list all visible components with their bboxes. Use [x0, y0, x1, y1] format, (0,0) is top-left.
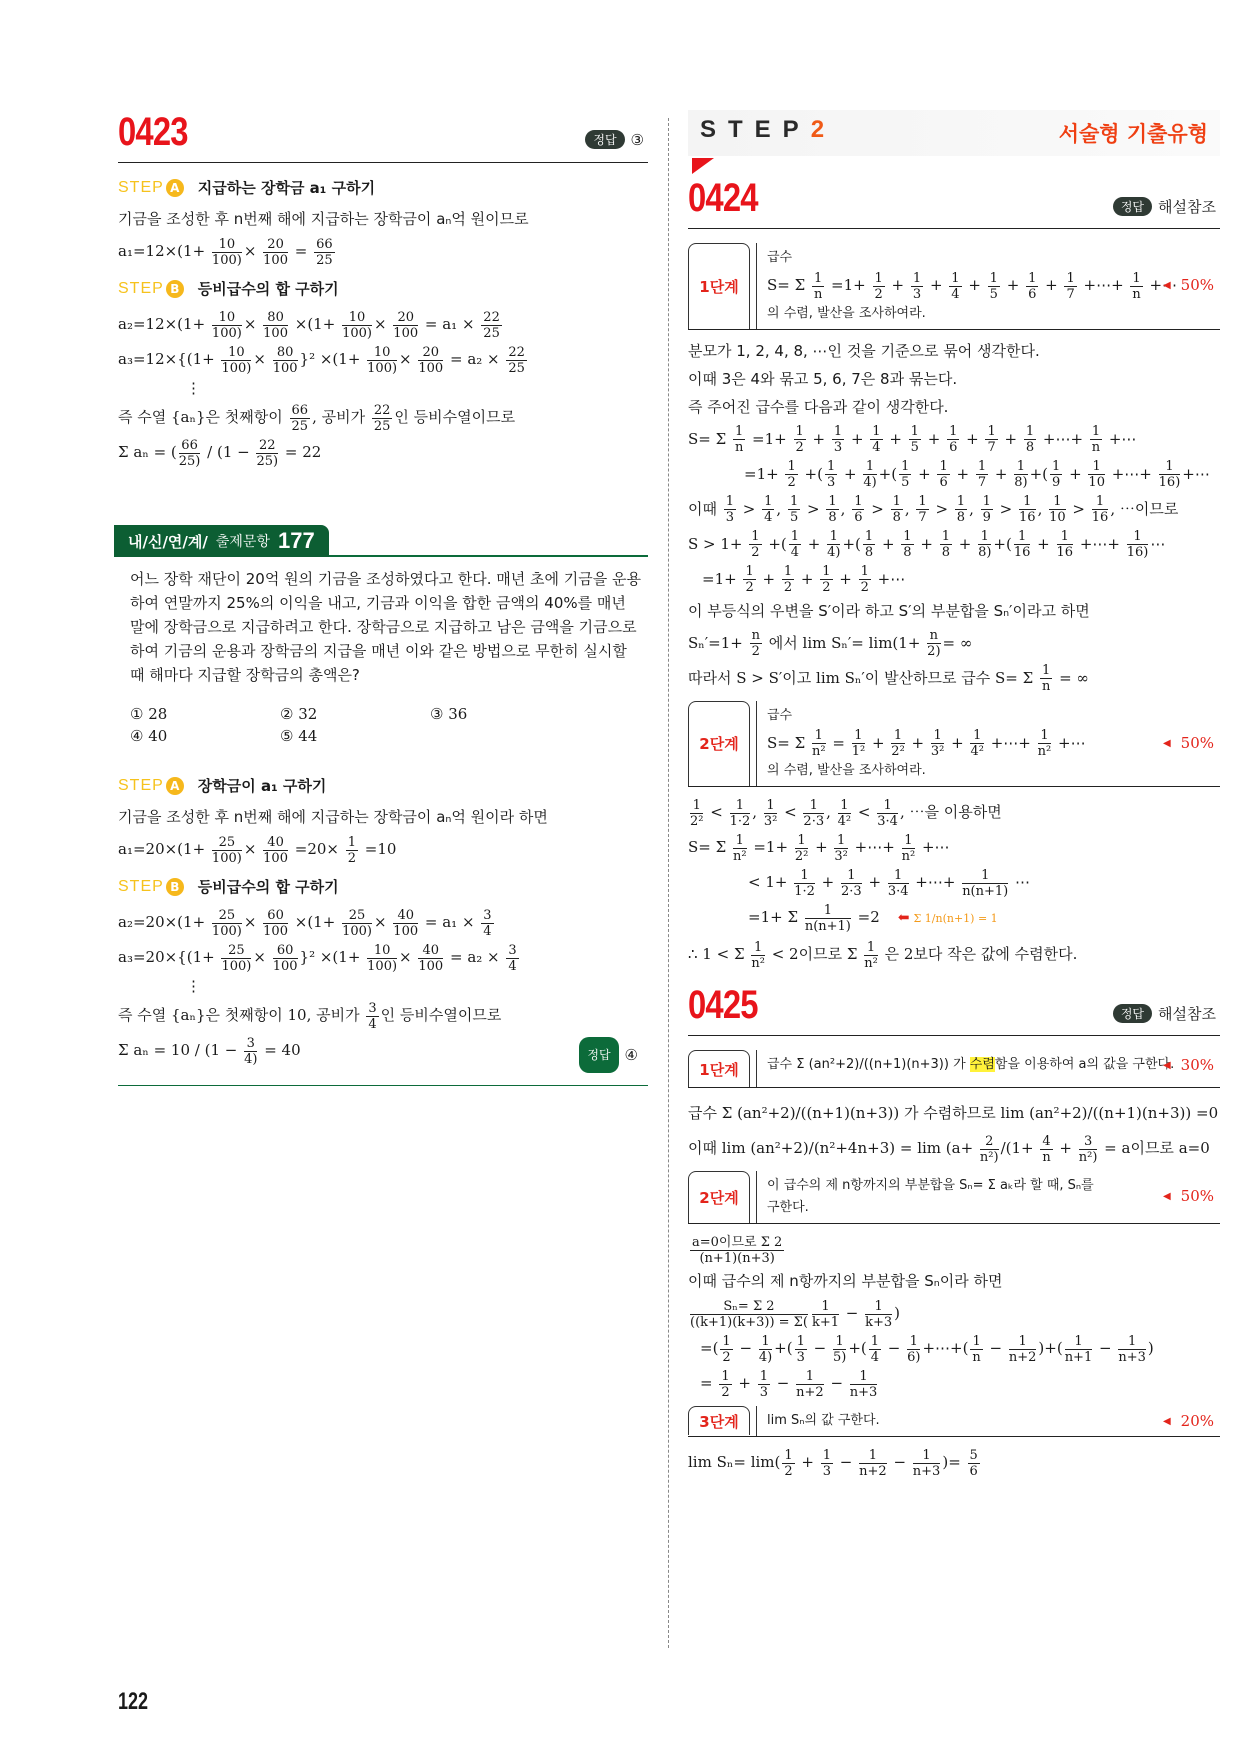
sum-expr: Σ aₙ = 10 / (1 − $\frac{3}{4)}$ = 40: [118, 1035, 301, 1067]
choice-5[interactable]: ⑤ 44: [280, 727, 318, 745]
step-tag: STEP: [118, 178, 164, 196]
step-a-heading: [118, 775, 648, 796]
step-b-heading: [118, 278, 648, 299]
step-word: STEP: [700, 116, 811, 143]
choice-3[interactable]: ③ 36: [430, 705, 468, 723]
stage-label: 1단계: [688, 243, 750, 329]
stage-body: [756, 1171, 1220, 1223]
highlighted-text: 수렴: [969, 1057, 995, 1072]
stage-body: [756, 243, 1220, 329]
choice-4[interactable]: ④ 40: [130, 727, 168, 745]
page-number: 122: [118, 1688, 149, 1715]
stage-percent: ◀ 50%: [1163, 728, 1214, 759]
section-end-rule: [118, 1085, 648, 1086]
stage-equation: [767, 270, 1214, 302]
answer-label: 정답: [585, 130, 624, 149]
explanation-text: 이때 3은 4와 묶고 5, 6, 7은 8과 묶는다.: [688, 369, 958, 388]
sum-equation: Σ aₙ = ( $\frac{66}{25)}$ / (1 − $\frac{22}{25)}$ = 22: [118, 437, 322, 469]
equation: =1+ $\frac{1}{2}$ +( $\frac{1}{3}$ + $\frac{1}{4)}$ +( $\frac{1}{5}$ + $\frac{1}{6}$ + $\frac{1}{7}$ + $\frac{1}{8)}$ +( $\frac{1}{9}$ + $\frac{1}{10}$ +⋯+ $\frac{1}{16)}$ +⋯: [744, 459, 1210, 490]
step-title: 장학금이 a₁ 구하기: [197, 777, 327, 795]
problem-number: 0423: [118, 110, 188, 154]
flag-icon: [692, 158, 714, 174]
equation: S= Σ $\frac{1}{\text{n²}}$ =1+ $\frac{1}{\text{2²}}$ + $\frac{1}{\text{3²}}$ +⋯+ $\frac{1}{\text{n²}}$ +⋯: [688, 832, 950, 864]
stage-3-box: [688, 1406, 1220, 1437]
answer-value: ③: [630, 130, 644, 149]
stage-2-box: [688, 1171, 1220, 1224]
step-letter-icon: B: [166, 878, 184, 896]
equation: Sₙ′=1+ $\frac{n}{2}$ 에서 lim Sₙ′= lim(1+ $\frac{n}{2)}$ = ∞: [688, 628, 973, 659]
equation: ∴ 1 < Σ $\frac{1}{\text{n²}}$ < 2이므로 Σ $\frac{1}{\text{n²}}$ 은 2보다 작은 값에 수렴한다.: [688, 939, 1078, 971]
step-title: 지급하는 장학금 a₁ 구하기: [197, 179, 376, 197]
stage-percent: ◀ 20%: [1163, 1410, 1214, 1433]
equation: lim Sₙ= lim( $\frac{1}{2}$ + $\frac{1}{3}$ − $\frac{1}{n+2}$ − $\frac{1}{n+3}$ )= $\frac{5}{6}$: [688, 1447, 978, 1479]
equation: a₃=20×{(1+ $\frac{25}{100)}$ × $\frac{60}{100}$ }² ×(1+ $\frac{10}{100)}$ × $\frac{40}{100}$ = a₂ × $\frac{3}{4}$: [118, 942, 517, 974]
stage-expr: S= Σ $\frac{1}{n}$ =1+ $\frac{1}{2}$ + $\frac{1}{3}$ + $\frac{1}{4}$ + $\frac{1}{5}$ + $\frac{1}{6}$ + $\frac{1}{7}$ +⋯+ $\frac{1}{n}$ +⋯: [767, 270, 1178, 302]
answer-value: ④: [624, 1046, 638, 1064]
answer-value: 해설참조: [1158, 1005, 1216, 1023]
step-tag: STEP: [118, 776, 164, 794]
naesin-sub: 출제문항: [215, 534, 270, 550]
stage-body: [756, 1050, 1220, 1087]
stage-percent: ◀ 50%: [1163, 1185, 1214, 1208]
stage-percent: ◀ 50%: [1163, 270, 1214, 301]
step2-title: 서술형 기출유형: [1058, 122, 1208, 146]
step-title: 등비급수의 합 구하기: [197, 280, 339, 298]
equation: 따라서 S > S′이고 lim Sₙ′이 발산하므로 급수 S= Σ $\frac{1}{n}$ = ∞: [688, 663, 1089, 694]
stage-2-box: [688, 701, 1220, 788]
stage-line: 이 급수의 제 n항까지의 부분합을 Sₙ= Σ aₖ라 할 때, Sₙ를: [767, 1178, 1094, 1193]
step-number: 2: [810, 116, 837, 143]
step-letter-icon: A: [166, 179, 184, 197]
step-a-heading: [118, 177, 648, 198]
hint-note: ⬅ Σ 1/n(n+1) = 1: [898, 912, 998, 925]
step-tag: STEP: [118, 877, 164, 895]
vertical-ellipsis: ⋮: [186, 379, 201, 397]
stage-line: 급수: [767, 250, 793, 265]
left-column: [118, 110, 648, 1086]
stage-line: 의 수렴, 발산을 조사하여라.: [767, 305, 926, 321]
choices: [130, 705, 648, 745]
problem-0424-header: [688, 176, 1220, 229]
naesin-number: 177: [277, 528, 315, 553]
problem-0423-header: [118, 110, 648, 163]
step-b-heading: [118, 876, 648, 897]
equation: [688, 900, 1220, 936]
answer-badge: [579, 1037, 638, 1073]
equation: $\frac{1}{\text{2²}}$ < $\frac{1}{1\cdot 2}$ , $\frac{1}{\text{3²}}$ < $\frac{1}{2\cdot 3}$ , $\frac{1}{\text{4²}}$ < $\frac{1}{3\cdot 4}$ , ⋯을 이용하면: [690, 797, 1002, 829]
stage-body: [756, 701, 1220, 787]
problem-0425-header: [688, 983, 1220, 1036]
equation: $\frac{\text{a=0이므로 Σ 2}}{(n+1)(n+3)}$: [692, 1234, 783, 1266]
stage-percent: ◀ 30%: [1163, 1054, 1214, 1077]
conclusion-text: 즉 수열 {aₙ}은 첫째항이 $\frac{66}{25}$ , 공비가 $\frac{22}{25}$ 인 등비수열이므로: [118, 402, 516, 434]
equation: 이때 lim (an²+2)/(n²+4n+3) = lim (a+ $\frac{2}{\text{n²)}}$ /(1+ $\frac{4}{n}$ + $\frac{3}{\text{n²)}}$ = a이므로 a=0: [688, 1133, 1210, 1165]
equation: S > 1+ $\frac{1}{2}$ +( $\frac{1}{4}$ + $\frac{1}{4)}$ +( $\frac{1}{8}$ + $\frac{1}{8}$ + $\frac{1}{8}$ + $\frac{1}{8)}$ +( $\frac{1}{16}$ + $\frac{1}{16}$ +⋯+ $\frac{1}{16)}$ ⋯: [688, 529, 1166, 560]
explanation-text: 즉 주어진 급수를 다음과 같이 생각한다.: [688, 397, 949, 416]
answer-label: 정답: [1113, 1004, 1152, 1023]
choice-1[interactable]: ① 28: [130, 705, 168, 723]
stage-1-box: [688, 1050, 1220, 1088]
conclusion-text: 즉 수열 {aₙ}은 첫째항이 10, 공비가 $\frac{3}{4}$ 인 등비수열이므로: [118, 1000, 502, 1032]
stage-text-pre: 급수 Σ (an²+2)/((n+1)(n+3)) 가: [767, 1057, 970, 1072]
explanation-text: 이 부등식의 우변을 S′이라 하고 S′의 부분합을 Sₙ′이라고 하면: [688, 601, 1090, 620]
answer-label: 정답: [1113, 197, 1152, 216]
naesin-tab: [114, 525, 329, 557]
equation: S= Σ $\frac{1}{n}$ =1+ $\frac{1}{2}$ + $\frac{1}{3}$ + $\frac{1}{4}$ + $\frac{1}{5}$ + $\frac{1}{6}$ + $\frac{1}{7}$ + $\frac{1}{8}$ +⋯+ $\frac{1}{n}$ +⋯: [688, 424, 1137, 455]
answer-label: 정답: [579, 1037, 618, 1073]
equation: a₃=12×{(1+ $\frac{10}{100)}$ × $\frac{80}{100}$ }² ×(1+ $\frac{10}{100)}$ × $\frac{20}{100}$ = a₂ × $\frac{22}{25}$: [118, 344, 525, 376]
answer-badge: [1113, 1003, 1216, 1024]
stage-line: 급수: [767, 707, 793, 723]
answer-badge: [585, 130, 644, 149]
equation: 이때 $\frac{1}{3}$ > $\frac{1}{4}$ , $\frac{1}{5}$ > $\frac{1}{8}$ , $\frac{1}{6}$ > $\frac{1}{8}$ , $\frac{1}{7}$ > $\frac{1}{8}$ , $\frac{1}{9}$ > $\frac{1}{16}$ , $\frac{1}{10}$ > $\frac{1}{16}$ , ⋯이므로: [688, 494, 1179, 525]
equation-expr: =1+ Σ $\frac{1}{n(n+1)}$ =2: [748, 902, 880, 934]
explanation-text: 이때 급수의 제 n항까지의 부분합을 Sₙ이라 하면: [688, 1272, 1003, 1290]
equation: = $\frac{1}{2}$ + $\frac{1}{3}$ − $\frac{1}{n+2}$ − $\frac{1}{n+3}$: [700, 1368, 878, 1400]
equation: =( $\frac{1}{2}$ − $\frac{1}{4)}$ +( $\frac{1}{3}$ − $\frac{1}{5)}$ +( $\frac{1}{4}$ − $\frac{1}{6)}$ +⋯+( $\frac{1}{n}$ − $\frac{1}{n+2}$ )+( $\frac{1}{n+1}$ − $\frac{1}{n+3}$ ): [700, 1333, 1154, 1365]
vertical-ellipsis: ⋮: [186, 977, 201, 995]
stage-1-box: [688, 243, 1220, 330]
step2-header: [688, 110, 1220, 156]
equation: a₁=20×(1+ $\frac{25}{100)}$ × $\frac{40}{100}$ =20× $\frac{1}{2}$ =10: [118, 834, 397, 866]
explanation-text: 기금을 조성한 후 n번째 해에 지급하는 장학금이 aₙ억 원이라 하면: [118, 808, 548, 826]
answer-value: 해설참조: [1158, 198, 1216, 216]
column-divider: [668, 118, 669, 1648]
equation: a₂=12×(1+ $\frac{10}{100)}$ × $\frac{80}{100}$ ×(1+ $\frac{10}{100)}$ × $\frac{20}{100}$ = a₁ × $\frac{22}{25}$: [118, 309, 500, 341]
answer-badge: [1113, 196, 1216, 217]
step-letter-icon: B: [166, 280, 184, 298]
stage-text-post: 함을 이용하여 a의 값을 구한다.: [994, 1057, 1175, 1072]
stage-body: [756, 1406, 1220, 1436]
stage-label: 3단계: [688, 1406, 750, 1435]
equation: 급수 Σ (an²+2)/((n+1)(n+3)) 가 수렴하므로 lim (an²+2)/((n+1)(n+3)) =0: [688, 1104, 1219, 1122]
stage-label: 1단계: [688, 1050, 750, 1087]
explanation-text: 기금을 조성한 후 n번째 해에 지급하는 장학금이 aₙ억 원이므로: [118, 210, 529, 228]
stage-line: 구한다.: [767, 1200, 809, 1215]
stage-label: 2단계: [688, 701, 750, 787]
choice-2[interactable]: ② 32: [280, 705, 318, 723]
naesin-section-header: [118, 525, 648, 557]
step-tag: STEP: [118, 279, 164, 297]
stage-line: 의 수렴, 발산을 조사하여라.: [767, 763, 926, 778]
naesin-label: 내/신/연/계/: [128, 532, 208, 551]
stage-label: 2단계: [688, 1171, 750, 1223]
step-title: 등비급수의 합 구하기: [197, 878, 339, 896]
stage-expr: S= Σ $\frac{1}{\text{n²}}$ = $\frac{1}{\text{1²}}$ + $\frac{1}{\text{2²}}$ + $\frac{1}{\text{3²}}$ + $\frac{1}{\text{4²}}$ +⋯+ $\frac{1}{\text{n²}}$ +⋯: [767, 728, 1086, 759]
stage-text: lim Sₙ의 값 구한다.: [767, 1413, 880, 1428]
step2-label: [700, 116, 836, 144]
equation: a₂=20×(1+ $\frac{25}{100)}$ × $\frac{60}{100}$ ×(1+ $\frac{25}{100)}$ × $\frac{40}{100}$ = a₁ × $\frac{3}{4}$: [118, 907, 492, 939]
equation: $\frac{\text{Sₙ= Σ 2}}{((k+1)(k+3)) = \Sigma(}$ $\frac{1}{k+1}$ − $\frac{1}{k+3}$ ): [690, 1298, 900, 1330]
problem-number: 0425: [688, 983, 758, 1027]
right-column: [688, 110, 1220, 1480]
sum-equation: [118, 1033, 648, 1067]
problem-number: 0424: [688, 176, 758, 220]
equation: =1+ $\frac{1}{2}$ + $\frac{1}{2}$ + $\frac{1}{2}$ + $\frac{1}{2}$ +⋯: [702, 564, 906, 595]
equation: a₁=12×(1+ $\frac{10}{100)}$ × $\frac{20}{100}$ = $\frac{66}{25}$: [118, 236, 333, 268]
equation: < 1+ $\frac{1}{1\cdot 2}$ + $\frac{1}{2\cdot 3}$ + $\frac{1}{3\cdot 4}$ +⋯+ $\frac{1}{n(n+1)}$ ⋯: [748, 867, 1031, 899]
explanation-text: 분모가 1, 2, 4, 8, ⋯인 것을 기준으로 묶어 생각한다.: [688, 341, 1040, 360]
question-text: 어느 장학 재단이 20억 원의 기금을 조성하였다고 한다. 매년 초에 기금을 운용하여 연말까지 25%의 이익을 내고, 기금과 이익을 합한 금액의 40%를 매년 말에 장학금으로 지급하려고 한다. 장학금으로 지급하고 남은 금액을 기금으로 하여 기금의 운용과 장학금의 지급을 매년 이와 같은 방법으로 무한히 실시할 때 해마다 지급할 장학금의 총액은?: [130, 570, 642, 684]
stage-equation: [767, 728, 1214, 760]
step-letter-icon: A: [166, 777, 184, 795]
